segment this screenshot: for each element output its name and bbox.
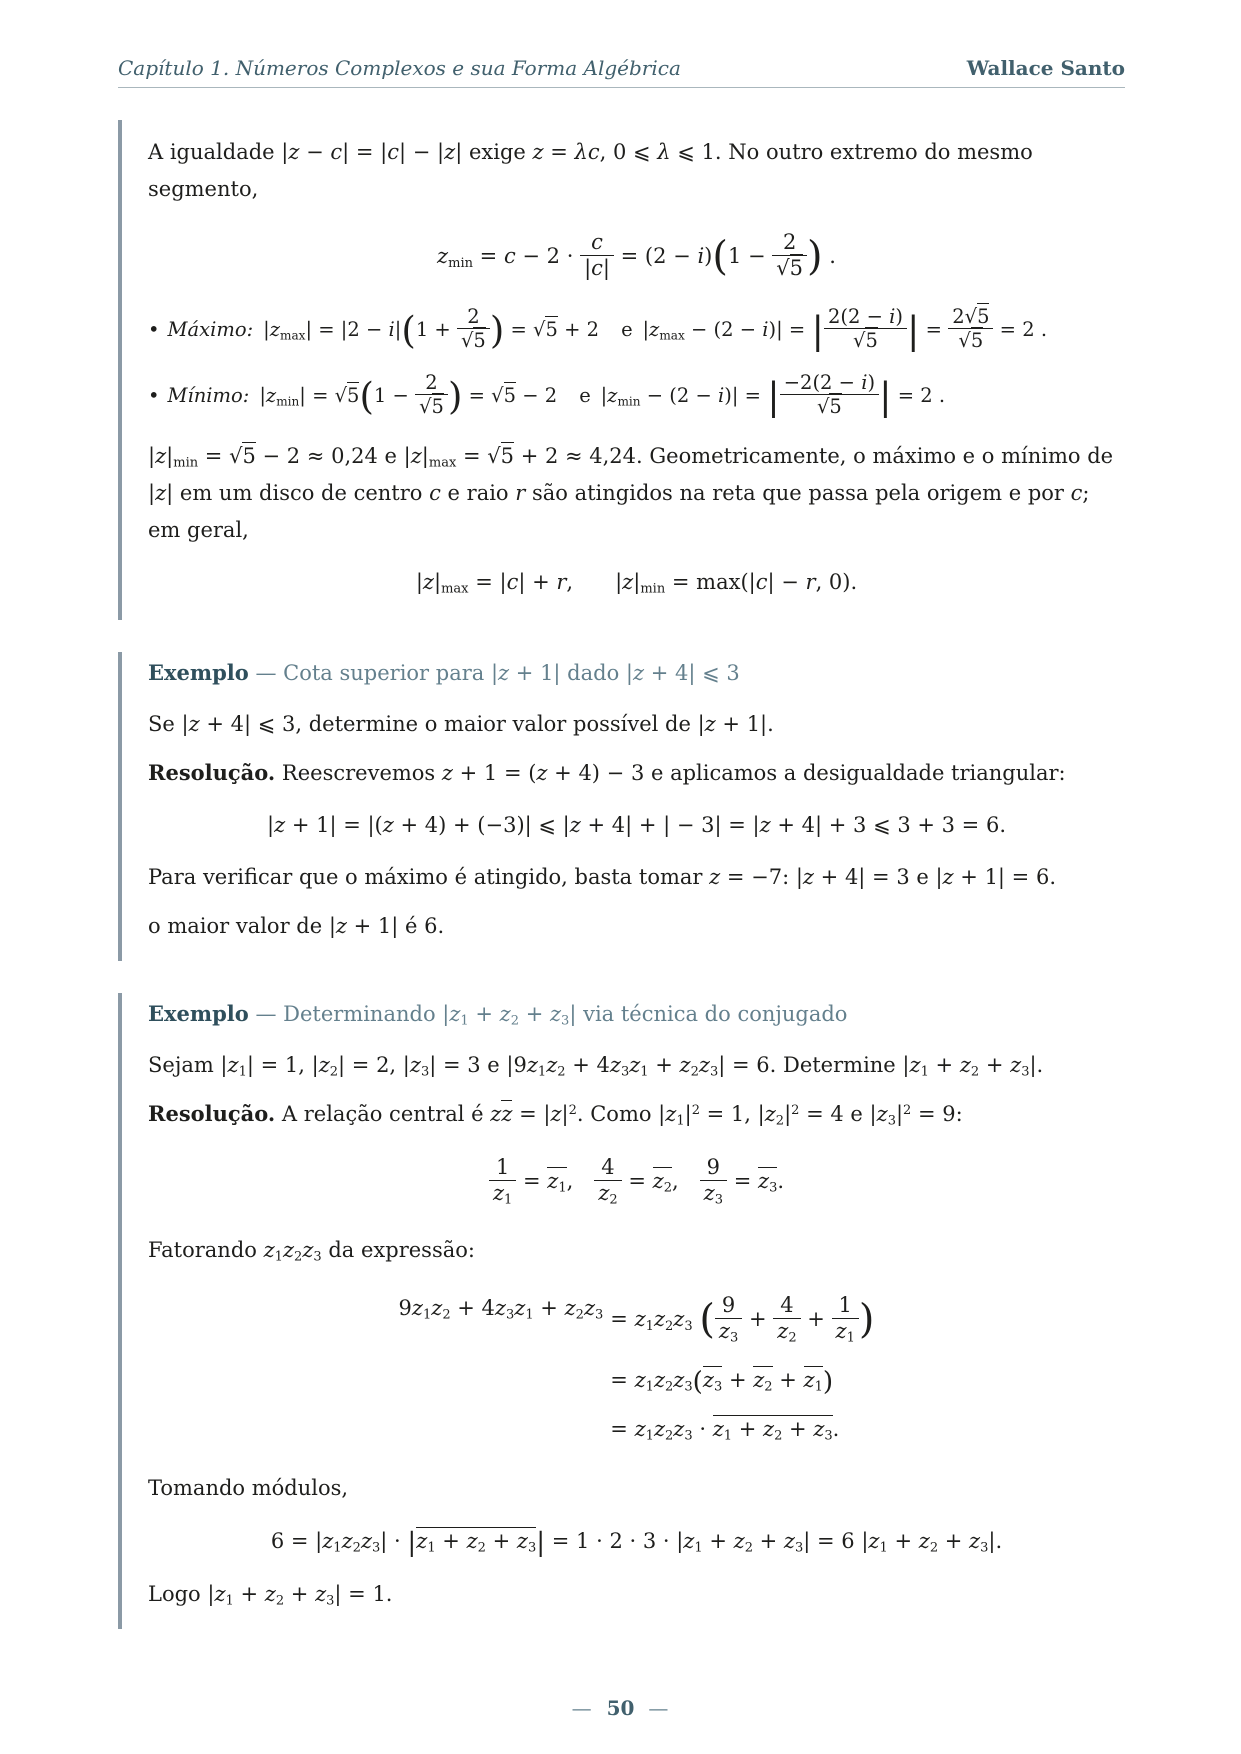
example-2-resolution: Resolução. A relação central é zz = $|z|^2$. Como $|z_1|^2 = 1$, $|z_2|^2 = 4$ e $|z_3|^2 = 9$:: [148, 1100, 963, 1129]
page-number: 50: [606, 1696, 635, 1720]
footer-dash-left: —: [571, 1696, 593, 1720]
example-1-heading: [148, 658, 1125, 688]
aligned-equations: [148, 1292, 1125, 1445]
author-name: Wallace Santo: [966, 56, 1125, 80]
chapter-title: Capítulo 1. Números Complexos e sua Forma Algébrica: [118, 56, 681, 80]
aligned-eq-row2-rhs: = $z_1z_2z_3(z_3 + z_2 + z_1)$: [610, 1367, 834, 1398]
equation-zmin: $z_{min} = c - 2$ · $\frac{c}{|c|}$ = (2 − i)(1 − $\frac{2}{√5}$ ) .: [437, 229, 836, 280]
bullet-item-maximo: [148, 304, 1125, 355]
aligned-eq-row1-rhs: = $z_1z_2z_3$ ( $\frac{9}{z_3}$ + $\frac{4}{z_2}$ + $\frac{1}{z_1}$ ): [610, 1292, 875, 1346]
example-1-conclusion: o maior valor de |z + 1| é 6.: [148, 913, 445, 938]
bullet-icon: •: [148, 318, 160, 342]
aligned-eq-row3-rhs: = $z_1z_2z_3 \cdot z_1 + z_2 + z_3$.: [610, 1417, 840, 1445]
bullet-label-minimo: Mínimo:: [167, 384, 250, 408]
example-2-factoring: Fatorando $z_1z_2z_3$ da expressão:: [148, 1237, 475, 1265]
equation-modulus: $6 = |z_1z_2z_3| \cdot |z_1 + z_2 + z_3| = 1 \cdot 2 \cdot 3 \cdot |z_1 + z_2 + z_3| = 6$ $|z_1 + z_2 + z_3|$.: [270, 1527, 1003, 1558]
page-header: [118, 56, 1125, 88]
bullet-item-minimo: [148, 370, 1125, 421]
geometry-paragraph: $|z|_{min} = √5 - 2 \approx 0,24$ e $|z|_{max} = √5 + 2 \approx 4,24$. Geometricamente, o máximo e o mínimo de |z| em um disco de centro c e raio r são atingidos na reta que passa pela origem e por c; em geral,: [148, 444, 1114, 542]
bullet-icon: •: [148, 384, 160, 408]
example-1-statement: Se |z + 4| ⩽ 3, determine o maior valor possível de |z + 1|.: [148, 712, 774, 737]
equation-reciprocals: $\frac{1}{z_1}$ = $z_1$, $\frac{4}{z_2}$ = $z_2$, $\frac{9}{z_3}$ = $z_3$.: [148, 1157, 1125, 1208]
example-1-verification: Para verificar que o máximo é atingido, basta tomar z = −7: |z + 4| = 3 e |z + 1| = 6.: [148, 865, 1056, 890]
example-2-title: — Determinando $|z_1 + z_2 + z_3|$ via técnica do conjugado: [248, 1001, 848, 1029]
example-2-statement: Sejam $|z_1| = 1$, $|z_2| = 2$, $|z_3| = 3$ e $|9z_1z_2 + 4z_3z_1 + z_2z_3| = 6$. Determine $|z_1 + z_2 + z_3|$.: [148, 1053, 1044, 1080]
aligned-eq-row3-lhs: [399, 1415, 604, 1443]
page-footer: [0, 1696, 1241, 1720]
aligned-eq-row1-lhs: $9z_1z_2 + 4z_3z_1 + z_2z_3$: [398, 1295, 604, 1323]
example-1-resolution: Resolução. Reescrevemos z + 1 = (z + 4) − 3 e aplicamos a desigualdade triangular:: [148, 760, 1066, 786]
equation-triangle-inequality: |z + 1| = |(z + 4) + (−3)| ⩽ |z + 4| + | − 3| = |z + 4| + 3 ⩽ 3 + 3 = 6.: [267, 812, 1006, 837]
example-2-heading: [148, 999, 1125, 1029]
example-1-title: — Cota superior para |z + 1| dado |z + 4| ⩽ 3: [248, 660, 740, 685]
bullet-math-minimo: $|z_{min}| = √5(1$ − $\frac{2}{√5}$ ) = √5 − 2 e $|z_{min} - (2 - i)|$ = | $\frac{-2(2 - i)}{√5}$ | = 2 .: [259, 370, 946, 419]
example-2-label: Exemplo: [148, 1000, 249, 1026]
intro-paragraph: A igualdade |z − c| = |c| − |z| exige z = λc, 0 ⩽ λ ⩽ 1. No outro extremo do mesmo segmento,: [148, 140, 1033, 201]
example-block-1: [118, 652, 1125, 961]
note-block: [118, 120, 1125, 620]
aligned-eq-row2-lhs: [399, 1366, 604, 1395]
bullet-label-maximo: Máximo:: [167, 318, 254, 342]
example-block-2: [118, 993, 1125, 1629]
example-2-conclusion: Logo $|z_1 + z_2 + z_3| = 1$.: [148, 1581, 393, 1609]
example-2-modulus-intro: Tomando módulos,: [148, 1475, 349, 1500]
equation-max-min: $|z|_{max} = |c| + r$, $|z|_{min} = \max(|c| - r$, 0).: [415, 569, 858, 597]
footer-dash-right: —: [648, 1696, 670, 1720]
bullet-math-maximo: $|z_{max}| = |2 - i|(1$ + $\frac{2}{√5}$ ) = √5 + 2 e $|z_{max} - (2 - i)|$ = | $\frac{2(2 - i)}{√5}$ | = $\frac{2√5}{√5}$ = 2 .: [263, 304, 1048, 353]
example-1-label: Exemplo: [148, 659, 249, 685]
